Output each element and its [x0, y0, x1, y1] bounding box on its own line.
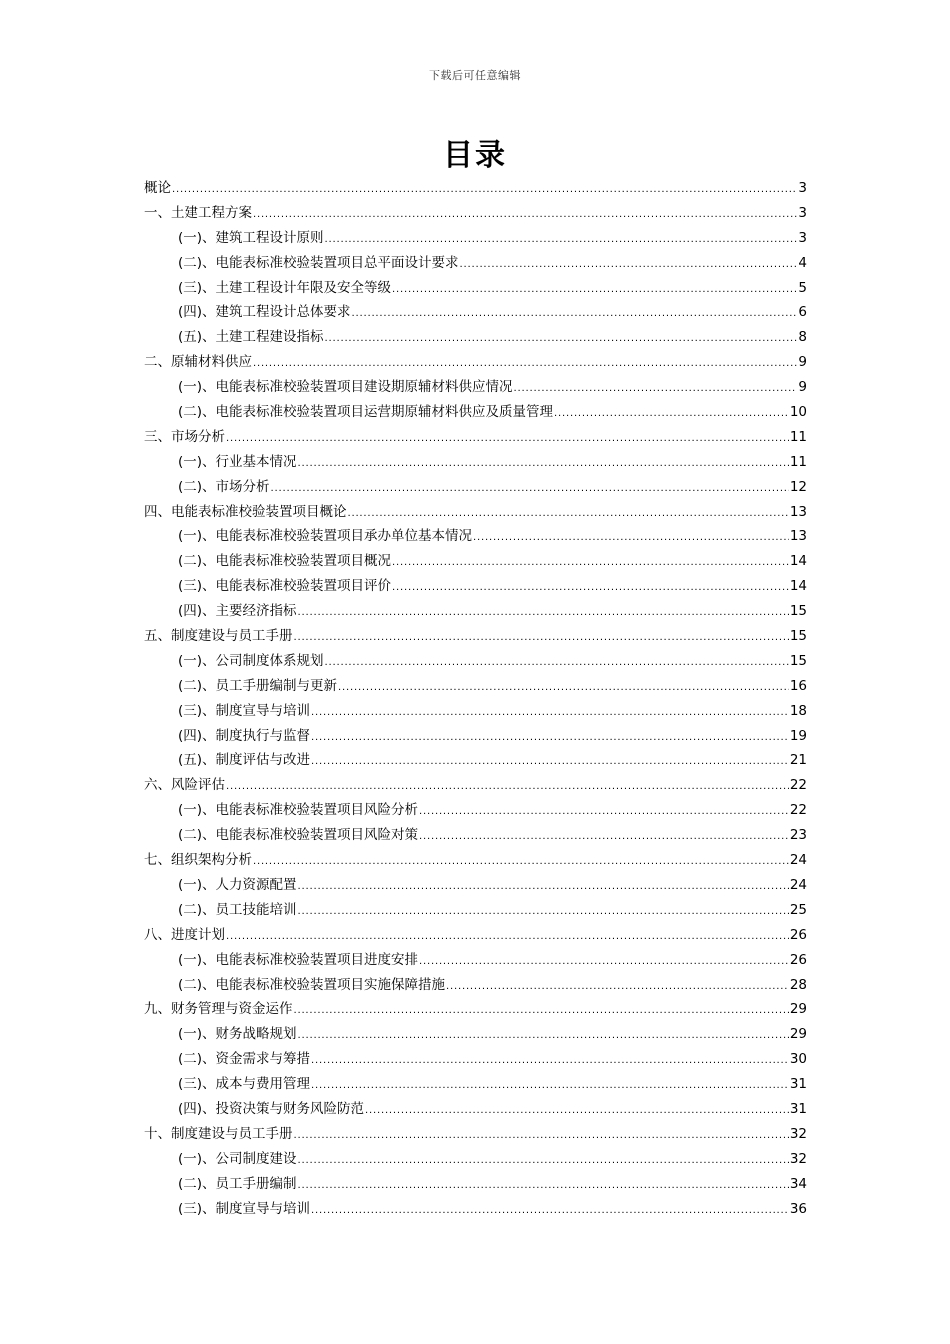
toc-entry-title: 概论 [144, 180, 171, 196]
toc-entry-page-number: 10 [789, 404, 807, 421]
toc-dot-leader [311, 750, 789, 775]
toc-entry-page-number: 21 [789, 752, 807, 769]
toc-dot-leader [473, 526, 789, 551]
toc-dot-leader [392, 278, 797, 303]
toc-entry-title: 八、进度计划 [144, 926, 225, 943]
toc-entry-title: (二)、电能表标准校验装置项目实施保障措施 [178, 976, 446, 993]
toc-dot-leader [294, 999, 789, 1024]
toc-dot-leader [294, 626, 789, 651]
toc-entry-title: (二)、资金需求与筹措 [178, 1051, 311, 1068]
toc-dot-leader [298, 900, 789, 925]
toc-entry-title: (四)、制度执行与监督 [178, 727, 311, 744]
toc-entry-title: 二、原辅材料供应 [144, 354, 252, 371]
toc-dot-leader [365, 1099, 789, 1124]
toc-entry-title: (四)、投资决策与财务风险防范 [178, 1100, 365, 1117]
toc-entry-page-number: 15 [789, 628, 807, 645]
toc-entry[interactable] [144, 599, 807, 624]
toc-dot-leader [392, 551, 789, 576]
toc-dot-leader [419, 825, 789, 850]
toc-entry-page-number: 24 [789, 852, 807, 869]
toc-dot-leader [298, 1024, 789, 1049]
toc-entry[interactable] [144, 699, 807, 724]
toc-entry[interactable] [144, 325, 807, 350]
toc-entry[interactable] [144, 948, 807, 973]
toc-entry[interactable] [144, 748, 807, 773]
toc-entry-title: (五)、制度评估与改进 [178, 752, 311, 769]
toc-entry-page-number: 26 [789, 951, 807, 968]
toc-dot-leader [253, 203, 797, 228]
toc-entry[interactable] [144, 973, 807, 998]
toc-entry-page-number: 22 [789, 802, 807, 819]
toc-entry-page-number: 18 [789, 702, 807, 719]
toc-dot-leader [253, 850, 789, 875]
toc-dot-leader [554, 402, 789, 427]
toc-entry-page-number: 12 [789, 478, 807, 495]
toc-entry[interactable] [144, 773, 807, 798]
page-title: 目录 [443, 138, 507, 173]
toc-entry-title: (一)、电能表标准校验装置项目风险分析 [178, 802, 419, 819]
toc-entry-page-number: 32 [789, 1125, 807, 1142]
toc-dot-leader [226, 925, 789, 950]
toc-entry-page-number: 24 [789, 876, 807, 893]
toc-entry-page-number: 3 [798, 180, 807, 196]
table-of-contents [144, 176, 807, 1221]
toc-entry-title: 十、制度建设与员工手册 [144, 1125, 293, 1142]
toc-entry-title: (三)、制度宣导与培训 [178, 1200, 311, 1217]
toc-entry[interactable] [144, 176, 807, 201]
toc-entry-title: 五、制度建设与员工手册 [144, 628, 293, 645]
toc-entry-title: (二)、员工手册编制与更新 [178, 677, 338, 694]
toc-entry[interactable] [144, 226, 807, 251]
toc-dot-leader [311, 1199, 789, 1224]
toc-entry[interactable] [144, 450, 807, 475]
toc-entry[interactable] [144, 350, 807, 375]
toc-entry[interactable] [144, 201, 807, 226]
toc-dot-leader [311, 1074, 789, 1099]
toc-entry[interactable] [144, 1122, 807, 1147]
toc-entry-page-number: 5 [798, 279, 807, 296]
toc-entry-page-number: 28 [789, 976, 807, 993]
toc-dot-leader [172, 178, 797, 203]
toc-entry[interactable] [144, 873, 807, 898]
toc-entry-title: (二)、电能表标准校验装置项目风险对策 [178, 827, 419, 844]
toc-entry-title: 一、土建工程方案 [144, 204, 252, 221]
toc-dot-leader [514, 377, 798, 402]
toc-entry[interactable] [144, 425, 807, 450]
toc-entry-title: (一)、电能表标准校验装置项目进度安排 [178, 951, 419, 968]
toc-entry[interactable] [144, 674, 807, 699]
toc-entry-title: (二)、电能表标准校验装置项目总平面设计要求 [178, 254, 459, 271]
toc-entry-title: (二)、员工技能培训 [178, 901, 297, 918]
toc-entry[interactable] [144, 1147, 807, 1172]
toc-entry[interactable] [144, 1047, 807, 1072]
toc-dot-leader [419, 950, 789, 975]
toc-entry[interactable] [144, 500, 807, 525]
toc-dot-leader [253, 352, 797, 377]
toc-entry[interactable] [144, 276, 807, 301]
toc-entry-title: (二)、电能表标准校验装置项目运营期原辅材料供应及质量管理 [178, 404, 554, 421]
toc-entry-page-number: 15 [789, 652, 807, 669]
toc-dot-leader [338, 676, 789, 701]
toc-entry-page-number: 9 [798, 379, 807, 396]
toc-dot-leader [419, 800, 789, 825]
toc-dot-leader [311, 1049, 789, 1074]
toc-entry-page-number: 25 [789, 901, 807, 918]
toc-dot-leader [325, 327, 798, 352]
toc-dot-leader [294, 1124, 789, 1149]
toc-entry[interactable] [144, 400, 807, 425]
toc-entry-page-number: 19 [789, 727, 807, 744]
toc-entry[interactable] [144, 1072, 807, 1097]
toc-entry[interactable] [144, 300, 807, 325]
toc-entry[interactable] [144, 475, 807, 500]
toc-entry-page-number: 31 [789, 1100, 807, 1117]
toc-entry-page-number: 9 [798, 354, 807, 371]
toc-entry-page-number: 23 [789, 827, 807, 844]
toc-dot-leader [298, 1149, 789, 1174]
toc-dot-leader [271, 477, 789, 502]
toc-dot-leader [352, 302, 798, 327]
toc-dot-leader [460, 253, 798, 278]
toc-entry-title: (一)、公司制度建设 [178, 1150, 297, 1167]
toc-entry-page-number: 30 [789, 1051, 807, 1068]
toc-dot-leader [325, 651, 789, 676]
toc-entry-title: (一)、行业基本情况 [178, 453, 297, 470]
toc-entry-page-number: 32 [789, 1150, 807, 1167]
toc-entry-title: (三)、成本与费用管理 [178, 1076, 311, 1093]
toc-entry[interactable] [144, 251, 807, 276]
toc-dot-leader [298, 1174, 789, 1199]
toc-entry-page-number: 16 [789, 677, 807, 694]
toc-entry[interactable] [144, 848, 807, 873]
toc-entry-page-number: 14 [789, 553, 807, 570]
toc-dot-leader [311, 701, 789, 726]
toc-dot-leader [226, 427, 789, 452]
toc-entry[interactable] [144, 649, 807, 674]
toc-dot-leader [226, 775, 789, 800]
toc-entry-title: (一)、电能表标准校验装置项目承办单位基本情况 [178, 528, 473, 545]
toc-entry-title: (五)、土建工程建设指标 [178, 329, 324, 346]
toc-entry[interactable] [144, 1172, 807, 1197]
header-note: 下载后可任意编辑 [429, 69, 521, 82]
toc-entry-title: 四、电能表标准校验装置项目概论 [144, 503, 347, 520]
toc-entry-title: (三)、电能表标准校验装置项目评价 [178, 578, 392, 595]
toc-entry-title: (一)、财务战略规划 [178, 1026, 297, 1043]
toc-entry-page-number: 34 [789, 1175, 807, 1192]
toc-entry[interactable] [144, 574, 807, 599]
toc-entry-page-number: 6 [798, 304, 807, 321]
toc-entry-title: (四)、主要经济指标 [178, 603, 297, 620]
toc-entry[interactable] [144, 1097, 807, 1122]
toc-entry-page-number: 15 [789, 603, 807, 620]
toc-entry-title: 三、市场分析 [144, 428, 225, 445]
toc-entry-title: (二)、员工手册编制 [178, 1175, 297, 1192]
toc-dot-leader [446, 975, 789, 1000]
toc-entry-title: (三)、土建工程设计年限及安全等级 [178, 279, 392, 296]
toc-entry-page-number: 31 [789, 1076, 807, 1093]
toc-entry-title: 六、风险评估 [144, 777, 225, 794]
toc-dot-leader [298, 452, 789, 477]
toc-entry-title: (二)、市场分析 [178, 478, 270, 495]
toc-dot-leader [325, 228, 798, 253]
toc-entry[interactable] [144, 524, 807, 549]
toc-entry[interactable] [144, 898, 807, 923]
toc-entry-page-number: 13 [789, 528, 807, 545]
toc-dot-leader [298, 601, 789, 626]
toc-entry-title: (三)、制度宣导与培训 [178, 702, 311, 719]
toc-dot-leader [298, 875, 789, 900]
toc-dot-leader [348, 502, 789, 527]
toc-entry-page-number: 26 [789, 926, 807, 943]
toc-entry-page-number: 4 [798, 254, 807, 271]
toc-entry[interactable] [144, 375, 807, 400]
toc-entry[interactable] [144, 823, 807, 848]
toc-entry[interactable] [144, 549, 807, 574]
toc-entry-page-number: 13 [789, 503, 807, 520]
toc-entry-page-number: 29 [789, 1001, 807, 1018]
toc-entry-title: (一)、人力资源配置 [178, 876, 297, 893]
toc-entry-page-number: 3 [798, 229, 807, 246]
toc-entry[interactable] [144, 798, 807, 823]
toc-entry-title: 七、组织架构分析 [144, 852, 252, 869]
toc-entry-page-number: 29 [789, 1026, 807, 1043]
toc-entry-title: (四)、建筑工程设计总体要求 [178, 304, 351, 321]
toc-entry-page-number: 11 [789, 428, 807, 445]
toc-entry-page-number: 8 [798, 329, 807, 346]
toc-entry-title: (一)、电能表标准校验装置项目建设期原辅材料供应情况 [178, 379, 513, 396]
toc-entry[interactable] [144, 1197, 807, 1222]
toc-entry-title: (一)、建筑工程设计原则 [178, 229, 324, 246]
toc-entry[interactable] [144, 997, 807, 1022]
toc-entry[interactable] [144, 923, 807, 948]
toc-entry[interactable] [144, 1022, 807, 1047]
toc-entry-page-number: 11 [789, 453, 807, 470]
toc-entry-title: 九、财务管理与资金运作 [144, 1001, 293, 1018]
toc-entry-page-number: 14 [789, 578, 807, 595]
toc-entry-title: (一)、公司制度体系规划 [178, 652, 324, 669]
toc-dot-leader [392, 576, 789, 601]
toc-entry[interactable] [144, 624, 807, 649]
toc-entry[interactable] [144, 724, 807, 749]
toc-entry-page-number: 3 [798, 204, 807, 221]
toc-entry-title: (二)、电能表标准校验装置项目概况 [178, 553, 392, 570]
toc-entry-page-number: 36 [789, 1200, 807, 1217]
toc-dot-leader [311, 726, 789, 751]
toc-entry-page-number: 22 [789, 777, 807, 794]
